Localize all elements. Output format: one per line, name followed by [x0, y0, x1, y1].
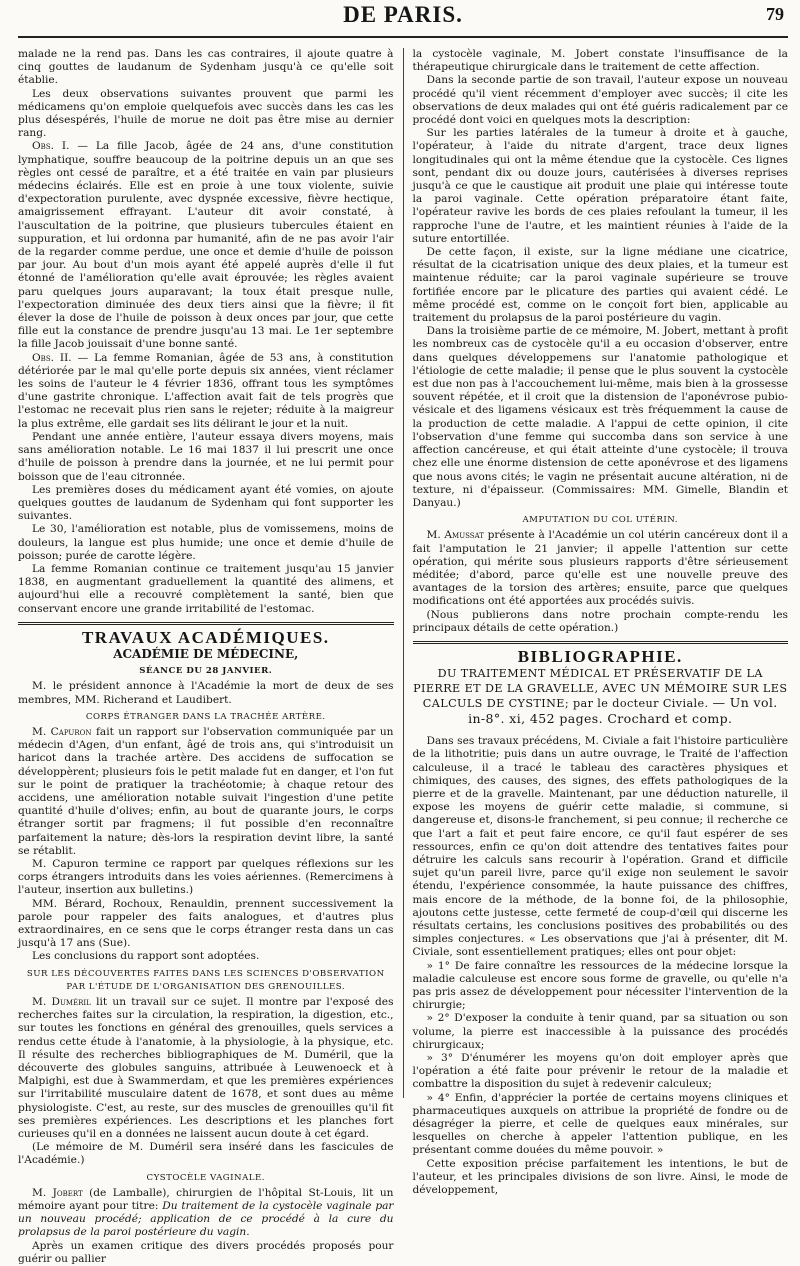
- paragraph: malade ne la rend pas. Dans les cas contraires, il ajoute quatre à cinq gouttes de laudanum de Sydenham jusqu'à ce qu'elle soit établie.: [18, 48, 394, 87]
- paragraph: Dans la seconde partie de son travail, l'auteur expose un nouveau procédé qu'il vient récemment d'employer avec succès; il cite les observations de deux malades qui ont été guéris radicalement par ce procédé dont voici en quelques mots la description:: [412, 74, 788, 127]
- paragraph: la cystocèle vaginale, M. Jobert constate l'insuffisance de la thérapeutique chirurgicale dans le traitement de cette affection.: [412, 48, 788, 74]
- subsection-heading: CYSTOCÈLE VAGINALE.: [146, 1172, 265, 1183]
- paragraph: (Le mémoire de M. Duméril sera inséré dans les fascicules de l'Académie.): [18, 1141, 394, 1167]
- memoir-title: Du traitement de la cystocèle vaginale par un nouveau procédé; application de ce procédé à la cure du prolapsus de la paroi postérieure du vagin.: [18, 1200, 394, 1239]
- subsection-heading: CORPS ÉTRANGER DANS LA TRACHÉE ARTÈRE.: [85, 711, 326, 722]
- paragraph: Les deux observations suivantes prouvent que parmi les médicamens qu'on emploie quelquefois avec succès dans les cas les plus désespérés, l'huile de morue ne doit pas être mise au dernier rang.: [18, 87, 394, 140]
- left-column: [18, 48, 403, 1265]
- speaker-name: M. Jobert: [32, 1186, 83, 1199]
- paragraph-text: fait un rapport sur l'observation communiquée par un médecin d'Agen, d'un enfant, âgé de trois ans, qui s'introduisit un haricot dans la trachée artère. Des accidens de suffocation se développèrent; plusieurs fois le petit malade fut en danger, et l'on fut sur le point de pratiquer la trachéotomie; à chaque retour des accidens, une amélioration notable suivait l'ingestion d'une petite quantité d'huile d'olives; enfin, au bout de quarante jours, le corps étranger sortit par fragmens; il fut possible d'en reconnaître parfaitement la nature; dès-lors la respiration devint libre, la santé se rétablit.: [18, 725, 394, 857]
- speaker-name: M. Duméril: [32, 996, 91, 1009]
- observation-label: Obs. I.: [32, 140, 70, 153]
- paragraph: La femme Romanian continue ce traitement jusqu'au 15 janvier 1838, en augmentant graduellement la quantité des alimens, et aujourd'hui elle a recouvré complètement la santé, bien que conservant encore une grande irritabilité de l'estomac.: [18, 562, 394, 615]
- paragraph: M. Capuron termine ce rapport par quelques réflexions sur les corps étrangers introduits dans les voies aériennes. (Remercimens à l'auteur, insertion aux bulletins.): [18, 857, 394, 897]
- book-title-details: — Un vol. in-8°. xi, 452 pages. Crochard et comp.: [468, 695, 778, 726]
- section-divider: [413, 641, 789, 644]
- paragraph: Pendant une année entière, l'auteur essaya divers moyens, mais sans amélioration notable. Le 16 mai 1837 il lui prescrit une once d'huile de poisson à prendre dans la journée, et ne lui permit pour boisson que de l'eau citronnée.: [18, 430, 394, 483]
- observation-text: — La fille Jacob, âgée de 24 ans, d'une constitution lymphatique, souffre beaucoup de la poitrine depuis un an que ses règles ont cessé de paraître, et a été traitée en vain par plusieurs médecins éclairés. Elle est en proie à une toux violente, suivie d'expectoration purulente, avec dyspnée excessive, fièvre hectique, amaigrissement effrayant. L'auteur dit avoir constaté, à l'auscultation de la poitrine, que plusieurs tubercules étaient en suppuration, et lui ordonna par humanité, afin de ne pas avoir l'air de la regarder comme perdue, une once et demie d'huile de poisson par jour. Au bout d'un mois ayant été appelé auprès d'elle il fut étonné de l'amélioration qu'elle avait éprouvée; les règles avaient paru quelques jours auparavant; la toux était presque nulle, l'expectoration diminuée des deux tiers ainsi que la fièvre; il fit élever la dose de l'huile de poisson à deux onces par jour, que cette fille eut la constance de prendre jusqu'au 13 mai. Le 1er septembre la fille Jacob jouissait d'une bonne santé.: [18, 140, 394, 351]
- section-title: TRAVAUX ACADÉMIQUES.: [81, 627, 330, 647]
- speaker-name: M. Capuron: [32, 725, 92, 738]
- observation-2: [18, 352, 394, 431]
- paragraph: Les premières doses du médicament ayant été vomies, on ajoute quelques gouttes de laudanum de Sydenham qui font supporter les suivantes.: [18, 483, 394, 523]
- paragraph: [413, 529, 789, 608]
- page-header: [18, 0, 788, 38]
- paragraph: Dans ses travaux précédens, M. Civiale a fait l'histoire particulière de la lithotritie; puis dans un autre ouvrage, le Traité de l'affection calculeuse, il a tracé le tableau des caractères physiques et chimiques, des causes, des signes, des effets pathologiques de la pierre et de la gravelle. Maintenant, par une déduction naturelle, il expose les moyens de guérir cette maladie, si commune, si dangereuse et, disons-le franchement, si peu connue; il recherche ce que l'art a fait et peut faire encore, ce qu'il faut espérer de ses ressources, enfin ce qu'on doit attendre des tentatives faites pour détruire les calculs sans recourir à l'opération. Grand et difficile sujet qu'un pareil livre, parce qu'il exige non seulement le savoir étendu, l'expérience consommée, la haute puissance des chiffres, mais encore de la méthode, de la bonne foi, de la philosophie, ajoutons cette justesse, cette fermeté de coup-d'œil qui discerne les résultats certains, les conclusions positives des probabilités ou des simples conjectures. « Les observations que j'ai à présenter, dit M. Civiale, sont essentiellement pratiques; elles ont pour objet:: [412, 735, 788, 959]
- paragraph: Le 30, l'amélioration est notable, plus de vomissemens, moins de douleurs, la langue est plus humide; une once et demie d'huile de poisson; purée de carotte légère.: [18, 523, 394, 562]
- paragraph: Dans la troisième partie de ce mémoire, M. Jobert, mettant à profit les nombreux cas de cystocèle qu'il a eu occasion d'observer, entre dans quelques développemens sur l'anatomie pathologique et l'étiologie de cette maladie; il pense que le plus souvent la cystocèle est due non pas à l'accouchement lui-même, mais bien à la grossesse souvent répétée, et il croit que la distension de l'aponévrose pubio-vésicale et des ligamens vésicaux est très fréquemment la cause de la production de cette maladie. A l'appui de cette opinion, il cite l'observation d'une femme qui succomba dans son service à une affection cancéreuse, et qui était atteinte d'une cystocèle; il trouva chez elle une énorme distension de cette aponévrose et des ligamens que nous avons cités; le vagin ne présentait aucune altération, ni de texture, ni d'épaisseur. (Commissaires: MM. Gimelle, Blandin et Danyau.): [412, 325, 788, 509]
- list-item: » 2° D'exposer la conduite à tenir quand, par sa situation ou son volume, la pierre est inaccessible à la puissance des procédés chirurgicaux;: [412, 1012, 788, 1051]
- paragraph-text: présente à l'Académie un col utérin cancéreux dont il a fait l'amputation le 21 janvier; il appelle l'attention sur cette opération, qui mérite sous plusieurs rapports d'être sérieusement méditée; d'abord, parce qu'elle est une nouvelle preuve des avantages de la torsion des artères; ensuite, parce que quelques modifications ont été apportées aux procédés suivis.: [412, 529, 789, 608]
- section-title: BIBLIOGRAPHIE.: [517, 646, 683, 666]
- observation-1: [18, 140, 394, 351]
- columns: [18, 48, 789, 1265]
- section-divider: [18, 622, 394, 625]
- page-number: 79: [766, 4, 784, 24]
- book-title: [413, 667, 789, 727]
- paragraph-text: lit un travail sur ce sujet. Il montre par l'exposé des recherches faites sur la circulation, la respiration, la digestion, etc., sur toutes les fonctions en général des grenouilles, quels services a rendus cette étude à l'anatomie, à la physiologie, à la physique, etc. Il résulte des recherches bibliographiques de M. Duméril, que la découverte des globules sanguins, attribuée à Leuwenoeck et à Malpighi, est due à Swammerdam, et que les premières expériences sur l'irritabilité musculaire datent de 1678, et sont dues au même physiologiste. C'est, au reste, sur des muscles de grenouilles qu'il fit ses premières expériences. Les descriptions et les planches fort curieuses qu'il en a données ne laissent aucun doute à cet égard.: [18, 996, 394, 1141]
- subsection-heading: AMPUTATION DU COL UTÉRIN.: [522, 515, 679, 526]
- paragraph: Sur les parties latérales de la tumeur à droite et à gauche, l'opérateur, à l'aide du nitrate d'argent, trace deux lignes longitudinales qui ont la même étendue que la cystocèle. Ces lignes sont, pendant dix ou douze jours, cautérisées à diverses reprises jusqu'à ce que le caustique ait produit une plaie qui intéresse toute la paroi vaginale. Cette opération préparatoire étant faite, l'opérateur ravive les bords de ces plaies refoulant la tumeur, il les rapproche l'une de l'autre, et les maintient réunies à l'aide de la suture entortillée.: [412, 127, 788, 245]
- running-title: DE PARIS.: [343, 2, 463, 27]
- list-item: » 3° D'énumérer les moyens qu'on doit employer après que l'opération a été faite pour prévenir le retour de la maladie et combattre la disposition du sujet à redevenir calculeux;: [412, 1052, 788, 1091]
- paragraph: M. le président annonce à l'Académie la mort de deux de ses membres, MM. Richerand et Laudibert.: [18, 680, 394, 706]
- session-heading: SÉANCE DU 28 JANVIER.: [139, 666, 273, 677]
- academy-heading: ACADÉMIE DE MÉDECINE,: [113, 646, 299, 661]
- paragraph-text: (de Lamballe), chirurgien de l'hôpital St-Louis, lit un mémoire ayant pour titre:: [18, 1186, 394, 1213]
- subsection-heading: SUR LES DÉCOUVERTES FAITES DANS LES SCIENCES D'OBSERVATION PAR L'ÉTUDE DE L'ORGANISATION DES GRENOUILLES.: [26, 968, 385, 992]
- paragraph: Cette exposition précise parfaitement les intentions, le but de l'auteur, et les principales divisions de son livre. Ainsi, le mode de développement,: [412, 1157, 788, 1197]
- paragraph: De cette façon, il existe, sur la ligne médiane une cicatrice, résultat de la cicatrisation unique des deux plaies, et la tumeur est maintenue réduite; car la paroi vaginale supérieure se trouve fortifiée encore par le plicature des parties qui avaient cédé. Le même procédé est, comme on le conçoit fort bien, applicable au traitement du prolapsus de la paroi postérieure du vagin.: [412, 246, 788, 325]
- objectives-list: [413, 960, 789, 1158]
- observation-text: — La femme Romanian, âgée de 53 ans, à constitution détériorée par le mal qu'elle porte depuis six années, vient réclamer les soins de l'auteur le 4 février 1836, offrant tous les symptômes d'une gastrite chronique. L'affection avait fait de tels progrès que l'estomac ne recevait plus rien sans le rejeter; réduite à la maigreur la plus extrême, elle gardait ses lits délirant le jour et la nuit.: [18, 351, 394, 430]
- speaker-name: M. Amussat: [426, 529, 484, 542]
- list-item: » 4° Enfin, d'apprécier la portée de certains moyens cliniques et pharmaceutiques auxquels on attribue la propriété de fondre ou de désagréger la pierre, et celle de quelques eaux minérales, sur lesquelles on cherche à appeler l'attention publique, en les présentant comme douées du même pouvoir. »: [412, 1091, 788, 1157]
- paragraph: [18, 1187, 394, 1240]
- right-column: [403, 48, 789, 1197]
- paragraph: [18, 996, 394, 1141]
- paragraph: Après un examen critique des divers procédés proposés pour guérir ou pallier: [18, 1239, 394, 1265]
- paragraph: Les conclusions du rapport sont adoptées.: [32, 950, 260, 963]
- list-item: » 1° De faire connaître les ressources de la médecine lorsque la maladie calculeuse est encore sous forme de gravelle, ou qu'elle n'a pas pris assez de développement pour nécessiter l'intervention de la chirurgie;: [412, 959, 788, 1012]
- paragraph: (Nous publierons dans notre prochain compte-rendu les principaux détails de cette opération.): [412, 608, 788, 634]
- paragraph: MM. Bérard, Rochoux, Renauldin, prennent successivement la parole pour rappeler des faits analogues, et d'autres plus extraordinaires, en ce sens que le corps étranger resta dans un cas jusqu'à 17 ans (Sue).: [18, 897, 394, 950]
- book-title-main: DU TRAITEMENT MÉDICAL ET PRÉSERVATIF DE LA PIERRE ET DE LA GRAVELLE, AVEC UN MÉMOIRE SUR LES CALCULS DE CYSTINE; par le docteur Civiale.: [413, 667, 788, 711]
- paragraph: [18, 726, 394, 858]
- observation-label: Obs. II.: [32, 351, 72, 364]
